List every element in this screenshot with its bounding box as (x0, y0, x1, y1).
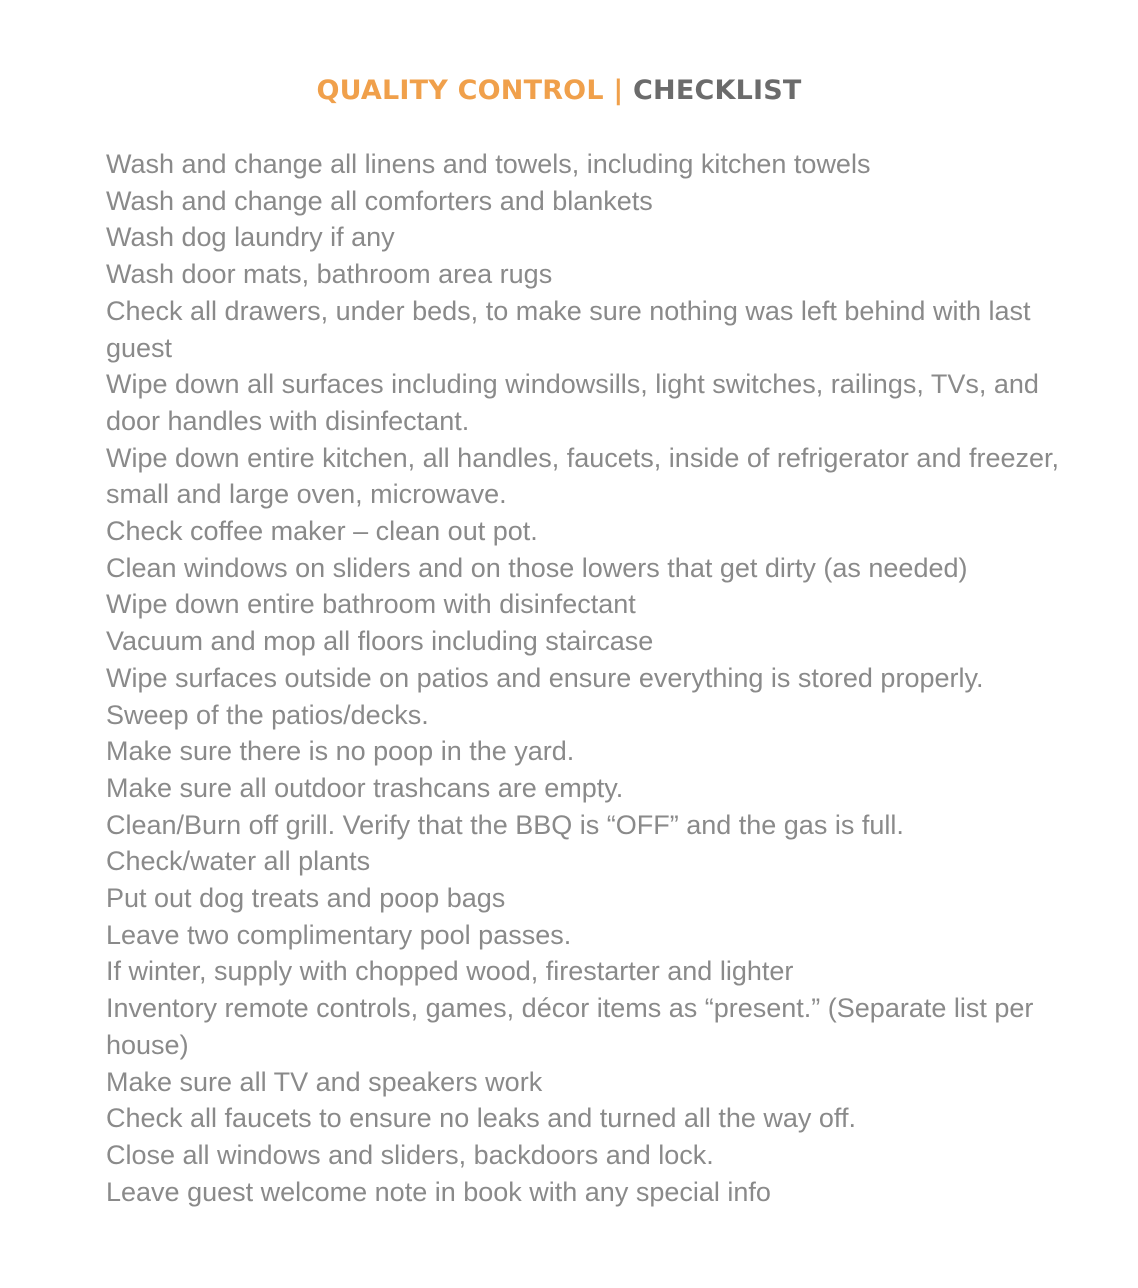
checklist-item: Clean windows on sliders and on those lowers that get dirty (as needed) (106, 552, 968, 583)
checklist-item: Make sure all outdoor trashcans are empty. (106, 772, 624, 803)
page-title (0, 74, 1118, 108)
checklist-item: Wash and change all linens and towels, including kitchen towels (106, 149, 871, 179)
checklist-item: Put out dog treats and poop bags (106, 883, 506, 914)
checklist-item: Vacuum and mop all floors including staircase (106, 626, 654, 657)
title-checklist: CHECKLIST (633, 75, 802, 106)
checklist-item: Close all windows and sliders, backdoors and lock. (106, 1139, 714, 1170)
checklist-item: Wipe down all surfaces including windowsills, light switches, railings, TVs, and door handles with disinfectant. (106, 369, 1039, 436)
checklist-item: Check all faucets to ensure no leaks and turned all the way off. (106, 1103, 856, 1134)
checklist-item: Wipe surfaces outside on patios and ensure everything is stored properly. (106, 662, 984, 693)
checklist-item: Check all drawers, under beds, to make sure nothing was left behind with last guest (106, 295, 1031, 363)
checklist-item: If winter, supply with chopped wood, firestarter and lighter (106, 956, 794, 987)
checklist-item: Sweep of the patios/decks. (106, 699, 429, 730)
title-quality-control: QUALITY CONTROL (316, 75, 604, 106)
checklist-item: Make sure there is no poop in the yard. (106, 736, 575, 767)
checklist (106, 146, 1096, 1210)
checklist-item: Leave guest welcome note in book with any special info (106, 1176, 771, 1207)
checklist-item: Wash and change all comforters and blankets (106, 185, 653, 216)
checklist-item: Make sure all TV and speakers work (106, 1066, 543, 1097)
checklist-item: Wipe down entire bathroom with disinfectant (106, 589, 636, 620)
checklist-item: Check/water all plants (106, 846, 371, 877)
checklist-item: Leave two complimentary pool passes. (106, 919, 572, 950)
title-separator: | (613, 75, 624, 106)
checklist-item: Wash door mats, bathroom area rugs (106, 259, 553, 290)
checklist-item: Check coffee maker – clean out pot. (106, 516, 538, 547)
checklist-item: Clean/Burn off grill. Verify that the BBQ is “OFF” and the gas is full. (106, 809, 904, 840)
checklist-item: Inventory remote controls, games, décor items as “present.” (Separate list per house) (106, 993, 1034, 1060)
checklist-item: Wipe down entire kitchen, all handles, faucets, inside of refrigerator and freezer, small and large oven, microwave. (106, 442, 1060, 510)
checklist-item: Wash dog laundry if any (106, 222, 395, 253)
